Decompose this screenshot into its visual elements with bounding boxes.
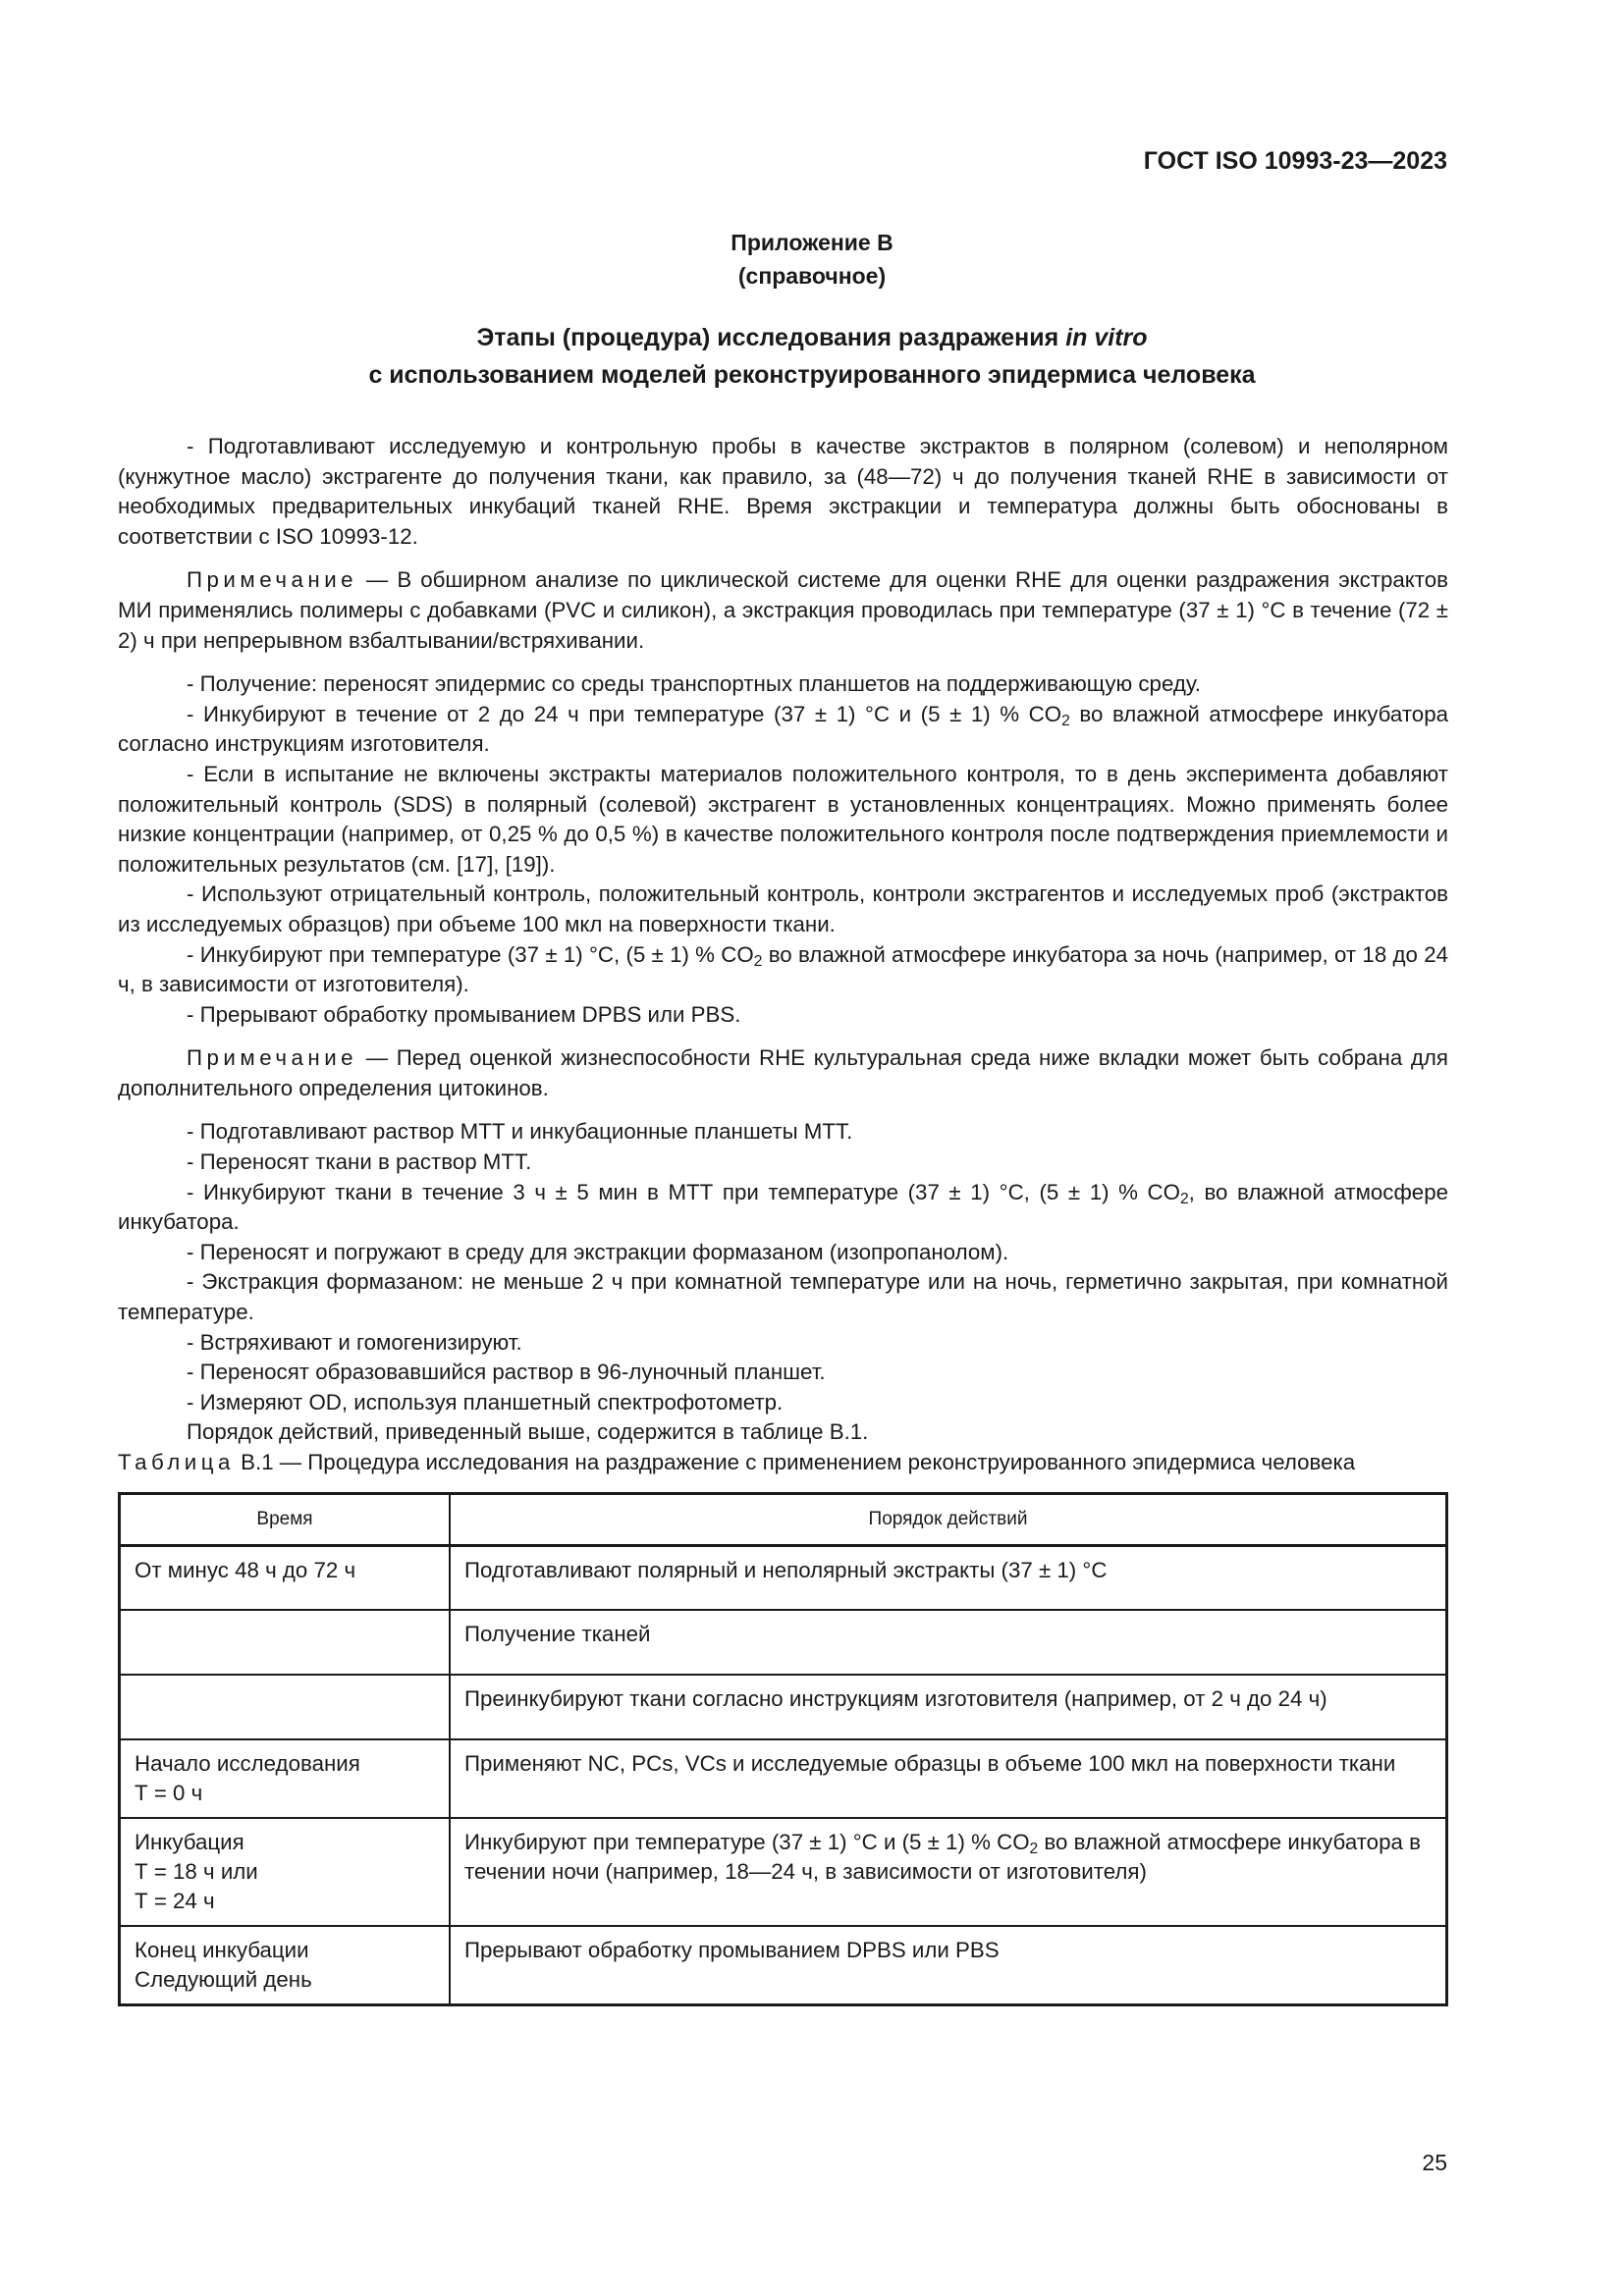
title-line-1 <box>0 319 1624 356</box>
time-line: Конец инкубации <box>135 1938 309 1963</box>
action-cell: Применяют NC, PCs, VCs и исследуемые образцы в объеме 100 мкл на поверхности ткани <box>450 1739 1447 1818</box>
action-text-b: во влажной атмосфере инкубатора в течении ночи (например, 18—24 ч, в зависимости от изготовителя) <box>464 1830 1421 1885</box>
note-2 <box>118 1043 1448 1103</box>
paragraph-10-text-b: , во влажной атмосфере инкубатора. <box>118 1179 1448 1235</box>
table-row <box>120 1926 1447 2005</box>
time-line: Т = 18 ч или <box>135 1859 258 1885</box>
time-cell <box>120 1545 451 1610</box>
paragraph-5: - Используют отрицательный контроль, положительный контроль, контроли экстрагентов и исследуемых проб (экстрактов из исследуемых образцов) при объеме 100 мкл на поверхности ткани. <box>118 881 1448 936</box>
paragraph-3 <box>118 700 1448 760</box>
time-cell <box>120 1610 451 1675</box>
procedure-table <box>118 1492 1448 2007</box>
table-caption <box>118 1448 1448 1478</box>
paragraph-7: - Прерывают обработку промыванием DPBS или PBS. <box>187 1001 741 1027</box>
paragraph-6-text-a: - Инкубируют при температуре (37 ± 1) °С, (5 ± 1) % CO <box>187 941 754 967</box>
co2-subscript: 2 <box>753 952 763 970</box>
table-row <box>120 1545 1447 1610</box>
note-1-text: — В обширном анализе по циклической системе для оценки RHE для оценки раздражения экстрактов МИ применялись полимеры с добавками (PVC и силикон), а экстракция проводилась при температуре (37 ± 1) °С в течение (72 ± 2) ч при непрерывном взбалтывании/встряхивании. <box>118 567 1448 653</box>
paragraph-10-text-a: - Инкубируют ткани в течение 3 ч ± 5 мин в МТТ при температуре (37 ± 1) °С, (5 ± 1) % CO <box>187 1179 1180 1204</box>
action-cell: Подготавливают полярный и неполярный экстракты (37 ± 1) °С <box>450 1545 1447 1610</box>
time-line: Начало исследования <box>135 1751 360 1777</box>
header-actions: Порядок действий <box>450 1493 1447 1545</box>
paragraph-14: - Переносят образовавшийся раствор в 96-луночный планшет. <box>187 1360 826 1385</box>
time-cell <box>120 1739 451 1818</box>
co2-subscript: 2 <box>1029 1841 1039 1858</box>
time-line: Инкубация <box>135 1830 244 1855</box>
action-cell: Получение тканей <box>450 1610 1447 1675</box>
annex-heading <box>0 226 1624 293</box>
time-cell <box>120 1818 451 1926</box>
title-line-1-text: Этапы (процедура) исследования раздражения <box>476 324 1066 351</box>
table-row <box>120 1675 1447 1739</box>
paragraph-8: - Подготавливают раствор МТТ и инкубационные планшеты МТТ. <box>187 1119 853 1145</box>
document-code: ГОСТ ISO 10993-23—2023 <box>1143 147 1447 175</box>
table-row <box>120 1818 1447 1926</box>
time-line: Т = 24 ч <box>135 1889 215 1914</box>
title-line-2: с использованием моделей реконструированного эпидермиса человека <box>368 361 1256 389</box>
title-italic-term: in vitro <box>1065 324 1148 351</box>
co2-subscript: 2 <box>1179 1190 1189 1207</box>
table-row <box>120 1610 1447 1675</box>
table-header-row <box>120 1493 1447 1545</box>
time-line: Т = 0 ч <box>135 1781 203 1806</box>
paragraph-13: - Встряхивают и гомогенизируют. <box>187 1329 522 1355</box>
document-body <box>118 432 1448 2006</box>
paragraph-12: - Экстракция формазаном: не меньше 2 ч при комнатной температуре или на ночь, герметично закрытая, при комнатной температуре. <box>118 1269 1448 1325</box>
paragraph-2: - Получение: переносят эпидермис со среды транспортных планшетов на поддерживающую среду. <box>187 671 1201 697</box>
annex-status: (справочное) <box>737 263 887 289</box>
time-cell <box>120 1926 451 2005</box>
note-1 <box>118 565 1448 656</box>
time-line: От минус 48 ч до 72 ч <box>135 1557 356 1582</box>
action-text-a: Инкубируют при температуре (37 ± 1) °С и (5 ± 1) % CO <box>464 1830 1030 1855</box>
co2-subscript: 2 <box>1061 712 1070 729</box>
action-cell: Преинкубируют ткани согласно инструкциям изготовителя (например, от 2 ч до 24 ч) <box>450 1675 1447 1739</box>
time-line: Следующий день <box>135 1967 312 1993</box>
note-2-label: Примечание <box>187 1045 358 1071</box>
paragraph-3-text-a: - Инкубируют в течение от 2 до 24 ч при температуре (37 ± 1) °С и (5 ± 1) % CO <box>187 701 1062 726</box>
table-caption-label: Таблица <box>118 1450 235 1474</box>
table-row <box>120 1739 1447 1818</box>
paragraph-6-text-b: во влажной атмосфере инкубатора за ночь (например, от 18 до 24 ч, в зависимости от изготовителя). <box>118 941 1448 997</box>
annex-label: Приложение В <box>731 230 893 255</box>
note-1-label: Примечание <box>187 567 358 593</box>
paragraph-3-text-b: во влажной атмосфере инкубатора согласно инструкциям изготовителя. <box>118 701 1449 757</box>
annex-title <box>0 319 1624 394</box>
paragraph-1: - Подготавливают исследуемую и контрольную пробы в качестве экстрактов в полярном (солевом) и неполярном (кунжутное масло) экстрагенте до получения ткани, как правило, за (48—72) ч до получения тканей RHE в зависимости от необходимых предварительных инкубаций тканей RHE. Время экстракции и температура должны быть обоснованы в соответствии с ISO 10993-12. <box>118 434 1448 549</box>
paragraph-15: - Измеряют OD, используя планшетный спектрофотометр. <box>187 1389 784 1415</box>
action-cell <box>450 1818 1447 1926</box>
header-time: Время <box>120 1493 451 1545</box>
paragraph-4: - Если в испытание не включены экстракты материалов положительного контроля, то в день эксперимента добавляют положительный контроль (SDS) в полярный (солевой) экстрагент в установленных концентрациях. Можно применять более низкие концентрации (например, от 0,25 % до 0,5 %) в качестве положительного контроля после подтверждения приемлемости и положительных результатов (см. [17], [19]). <box>118 761 1448 877</box>
paragraph-10 <box>118 1178 1448 1238</box>
action-cell: Прерывают обработку промыванием DPBS или PBS <box>450 1926 1447 2005</box>
page-number: 25 <box>1422 2150 1447 2175</box>
paragraph-9: - Переносят ткани в раствор МТТ. <box>187 1149 532 1175</box>
time-cell <box>120 1675 451 1739</box>
paragraph-11: - Переносят и погружают в среду для экстракции формазаном (изопропанолом). <box>187 1239 1009 1264</box>
table-caption-text: В.1 — Процедура исследования на раздражение с применением реконструированного эпидермиса человека <box>234 1450 1356 1474</box>
paragraph-6 <box>118 940 1448 1000</box>
paragraph-16: Порядок действий, приведенный выше, содержится в таблице В.1. <box>187 1419 869 1445</box>
note-2-text: — Перед оценкой жизнеспособности RHE культуральная среда ниже вкладки может быть собрана для дополнительного определения цитокинов. <box>118 1045 1448 1100</box>
